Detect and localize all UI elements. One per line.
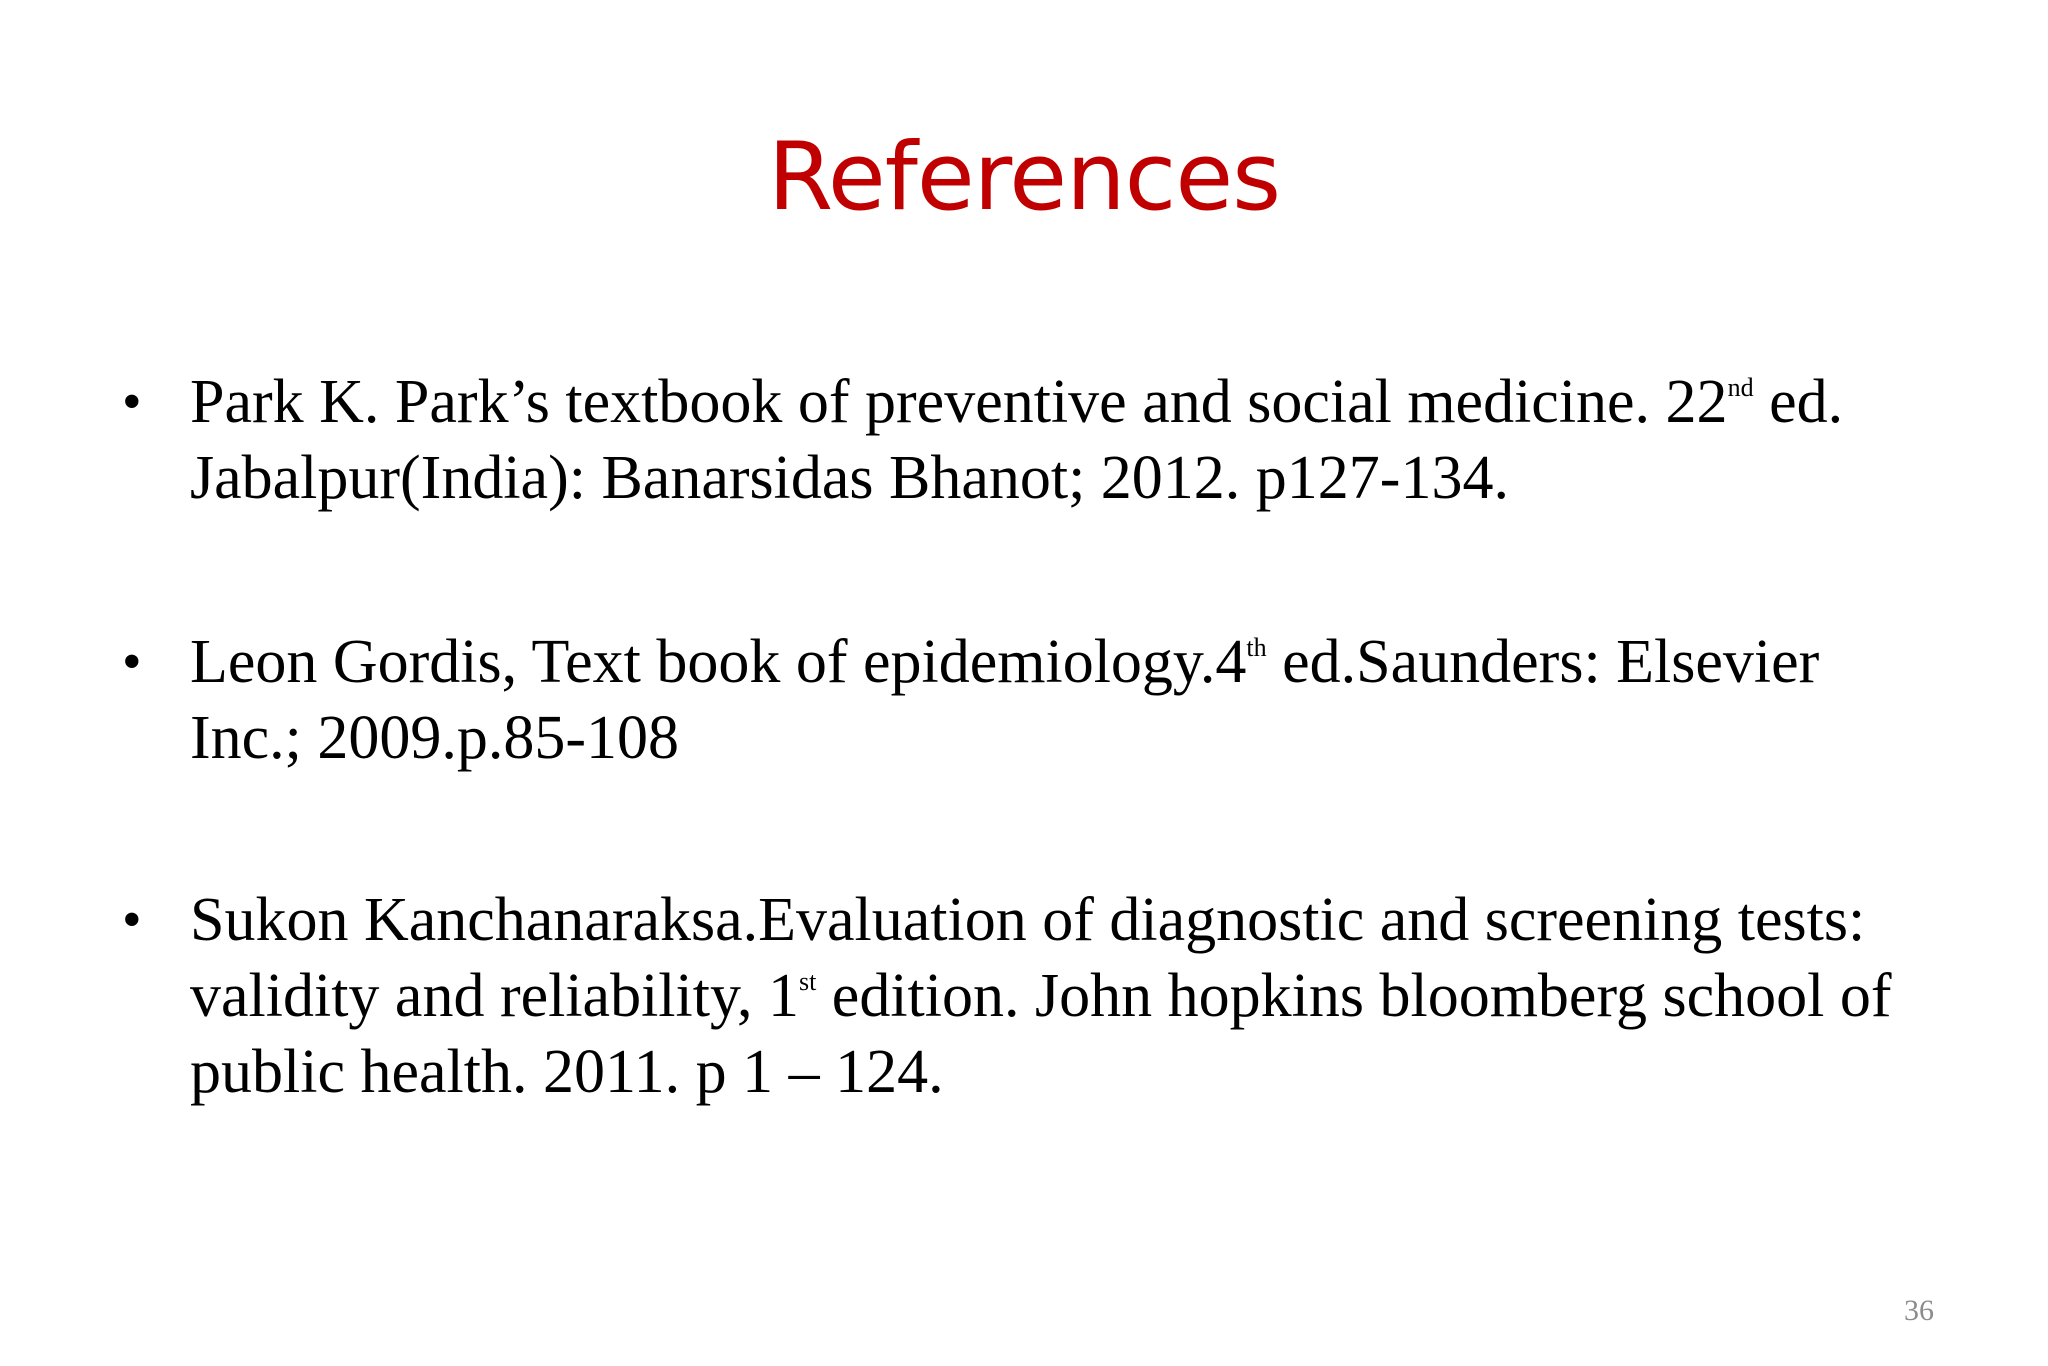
reference-text: Sukon Kanchanaraksa.Evaluation of diagnostic and screening tests: validity and reliability, 1 <box>190 886 1866 1030</box>
ordinal-superscript: nd <box>1727 373 1754 402</box>
bullet: • <box>122 889 142 951</box>
reference-text: Leon Gordis, Text book of epidemiology.4 <box>190 628 1247 696</box>
reference-item <box>122 624 1930 776</box>
page-number: 36 <box>1904 1294 1934 1327</box>
bullet: • <box>122 371 142 433</box>
reference-text: Park K. Park’s textbook of preventive and social medicine. 22 <box>190 368 1728 436</box>
ordinal-superscript: st <box>798 967 817 996</box>
reference-text-continued: edition. John hopkins bloomberg school of public health. 2011. p 1 – 124. <box>190 962 1892 1106</box>
slide-title: References <box>767 123 1281 232</box>
reference-item <box>122 364 1930 516</box>
reference-item <box>122 882 1930 1110</box>
bullet: • <box>122 631 142 693</box>
ordinal-superscript: th <box>1246 633 1267 662</box>
reference-text-continued: ed. Jabalpur(India): Banarsidas Bhanot; 2012. p127-134. <box>190 368 1844 512</box>
reference-text-continued: ed.Saunders: Elsevier Inc.; 2009.p.85-108 <box>190 628 1820 772</box>
